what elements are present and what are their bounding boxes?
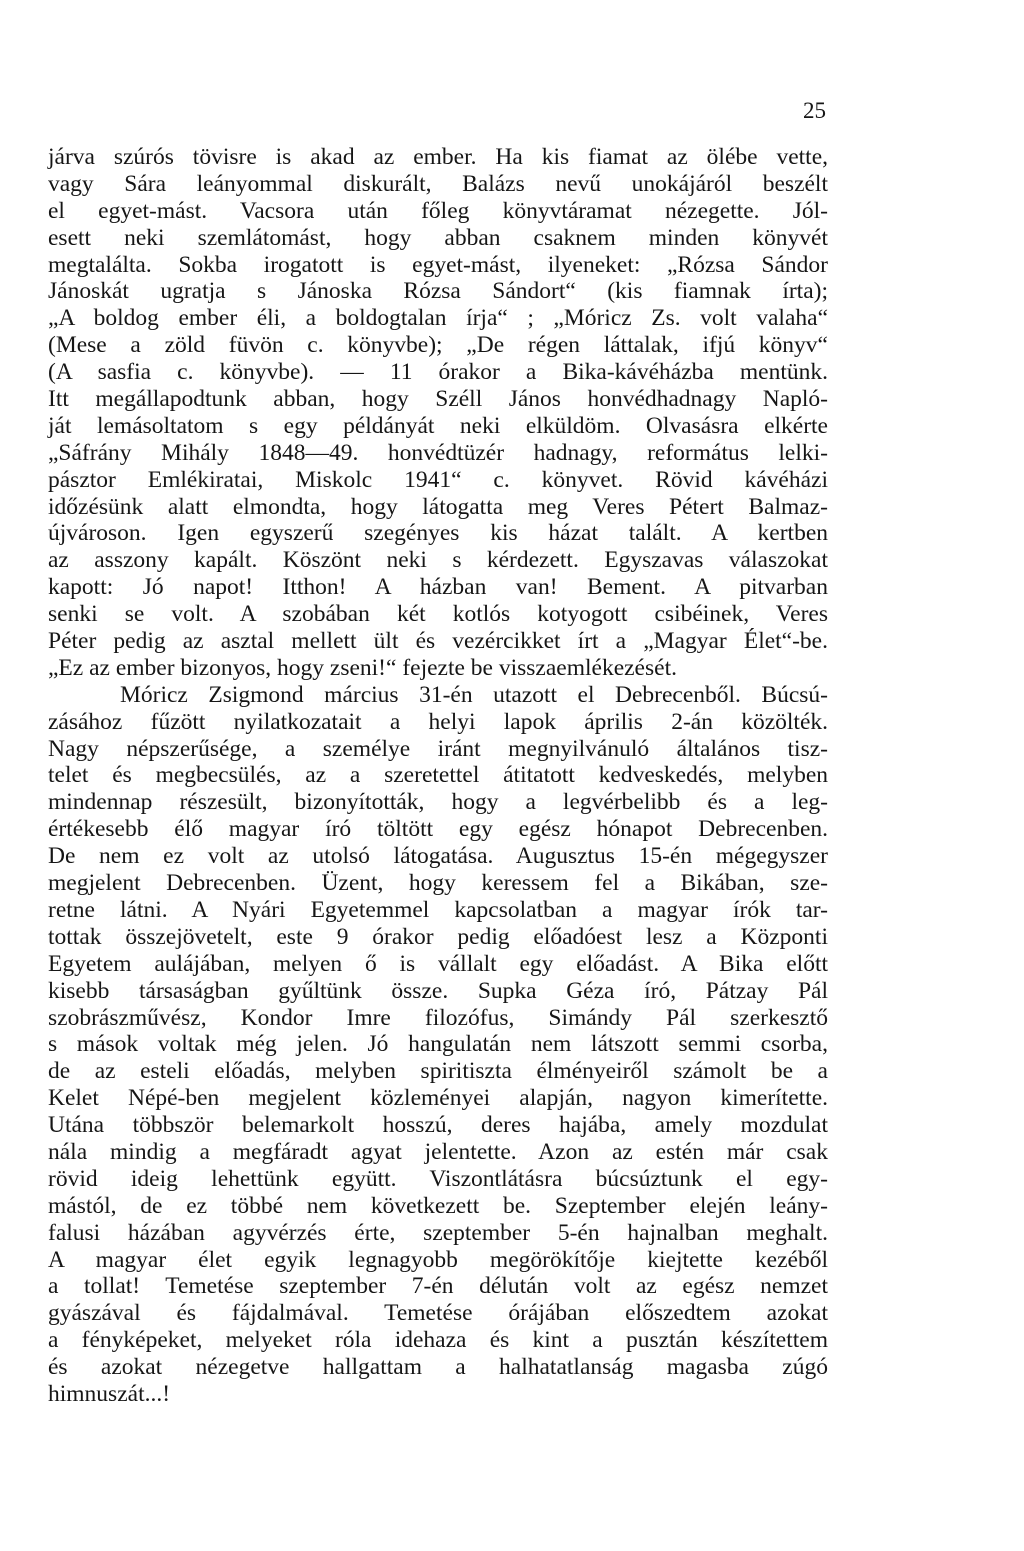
- text-line: Nagy népszerűsége, a személye iránt megnyilvánuló általános tisz-: [48, 735, 828, 762]
- text-line: és azokat nézegetve hallgattam a halhatatlanság magasba zúgó: [48, 1354, 828, 1381]
- text-line: nála mindig a megfáradt agyat jelentette. Azon az estén már csak: [48, 1138, 828, 1165]
- text-line: a tollat! Temetése szeptember 7-én délután volt az egész nemzet: [48, 1273, 828, 1300]
- body-text: [48, 144, 828, 1408]
- text-line: s mások voltak még jelen. Jó hangulatán nem látszott semmi csorba,: [48, 1031, 828, 1058]
- text-line: gyászával és fájdalmával. Temetése órájában előszedtem azokat: [48, 1300, 828, 1327]
- text-line: megtalálta. Sokba irogatott is egyet-mást, ilyeneket: „Rózsa Sándor: [48, 251, 828, 278]
- text-line: mindennap részesült, bizonyították, hogy a legvérbelibb és a leg-: [48, 789, 828, 816]
- text-line: zásához fűzött nyilatkozatait a helyi lapok április 2-án közölték.: [48, 708, 828, 735]
- text-line: Móricz Zsigmond március 31-én utazott el Debrecenből. Búcsú-: [120, 681, 828, 708]
- text-line: rövid ideig lehettünk együtt. Viszontlátásra búcsúztunk el egy-: [48, 1165, 828, 1192]
- text-line: időzésünk alatt elmondta, hogy látogatta meg Veres Pétert Balmaz-: [48, 493, 828, 520]
- text-line: pásztor Emlékiratai, Miskolc 1941“ c. könyvet. Rövid kávéházi: [48, 466, 828, 493]
- text-line: (Mese a zöld füvön c. könyvbe); „De régen láttalak, ifjú könyv“: [48, 332, 828, 359]
- text-line: a fényképeket, melyeket róla idehaza és kint a pusztán készítettem: [48, 1327, 828, 1354]
- text-line: mástól, de ez többé nem következett be. Szeptember elején leány-: [48, 1192, 828, 1219]
- text-line: Utána többször belemarkolt hosszú, deres hajába, amely mozdulat: [48, 1112, 828, 1139]
- text-line: retne látni. A Nyári Egyetemmel kapcsolatban a magyar írók tar-: [48, 896, 828, 923]
- text-line: el egyet-mást. Vacsora után főleg könyvtáramat nézegette. Jól-: [48, 197, 828, 224]
- text-line: falusi házában agyvérzés érte, szeptember 5-én hajnalban meghalt.: [48, 1219, 828, 1246]
- text-line: kisebb társaságban gyűltünk össze. Supka Géza író, Pátzay Pál: [48, 977, 828, 1004]
- text-line: „A boldog ember éli, a boldogtalan írja“ ; „Móricz Zs. volt valaha“: [48, 305, 828, 332]
- text-line: újvároson. Igen egyszerű szegényes kis házat talált. A kertben: [48, 520, 828, 547]
- text-line: Egyetem aulájában, melyen ő is vállalt egy előadást. A Bika előtt: [48, 950, 828, 977]
- text-line: „Ez az ember bizonyos, hogy zseni!“ fejezte be visszaemlékezését.: [48, 654, 677, 681]
- text-line: Kelet Népé-ben megjelent közleményei alapján, nagyon kimerítette.: [48, 1085, 828, 1112]
- text-line: értékesebb élő magyar író töltött egy egész hónapot Debrecenben.: [48, 816, 828, 843]
- text-line: A magyar élet egyik legnagyobb megörökítője kiejtette kezéből: [48, 1246, 828, 1273]
- text-line: megjelent Debrecenben. Üzent, hogy keressem fel a Bikában, sze-: [48, 870, 828, 897]
- text-line: de az esteli előadás, melyben spiritiszta élményeiről számolt be a: [48, 1058, 828, 1085]
- text-line: járva szúrós tövisre is akad az ember. Ha kis fiamat az ölébe vette,: [48, 144, 828, 170]
- text-line: vagy Sára leányommal diskurált, Balázs nevű unokájáról beszélt: [48, 170, 828, 197]
- text-line: (A sasfia c. könyvbe). — 11 órakor a Bika-kávéházba mentünk.: [48, 359, 828, 386]
- text-line: Jánoskát ugratja s Jánoska Rózsa Sándort“ (kis fiamnak írta);: [48, 278, 828, 305]
- text-line: az asszony kapált. Köszönt neki s kérdezett. Egyszavas válaszokat: [48, 547, 828, 574]
- page-number: 25: [803, 98, 826, 123]
- text-line: De nem ez volt az utolsó látogatása. Augusztus 15-én mégegyszer: [48, 843, 828, 870]
- text-line: Itt megállapodtunk abban, hogy Széll János honvédhadnagy Napló-: [48, 386, 828, 413]
- text-line: telet és megbecsülés, az a szeretettel átitatott kedveskedés, melyben: [48, 762, 828, 789]
- text-line: „Sáfrány Mihály 1848—49. honvédtüzér hadnagy, református lelki-: [48, 439, 828, 466]
- text-line: szobrászművész, Kondor Imre filozófus, Simándy Pál szerkesztő: [48, 1004, 828, 1031]
- text-line: himnuszát...!: [48, 1380, 171, 1407]
- text-line: esett neki szemlátomást, hogy abban csaknem minden könyvét: [48, 224, 828, 251]
- text-line: tottak összejövetelt, este 9 órakor pedig előadóest lesz a Központi: [48, 923, 828, 950]
- text-line: kapott: Jó napot! Itthon! A házban van! Bement. A pitvarban: [48, 574, 828, 601]
- text-line: senki se volt. A szobában két kotlós kotyogott csibéinek, Veres: [48, 601, 828, 628]
- text-line: Péter pedig az asztal mellett ült és vezércikket írt a „Magyar Élet“-be.: [48, 628, 828, 655]
- text-line: ját lemásoltatom s egy példányát neki elküldöm. Olvasásra elkérte: [48, 412, 828, 439]
